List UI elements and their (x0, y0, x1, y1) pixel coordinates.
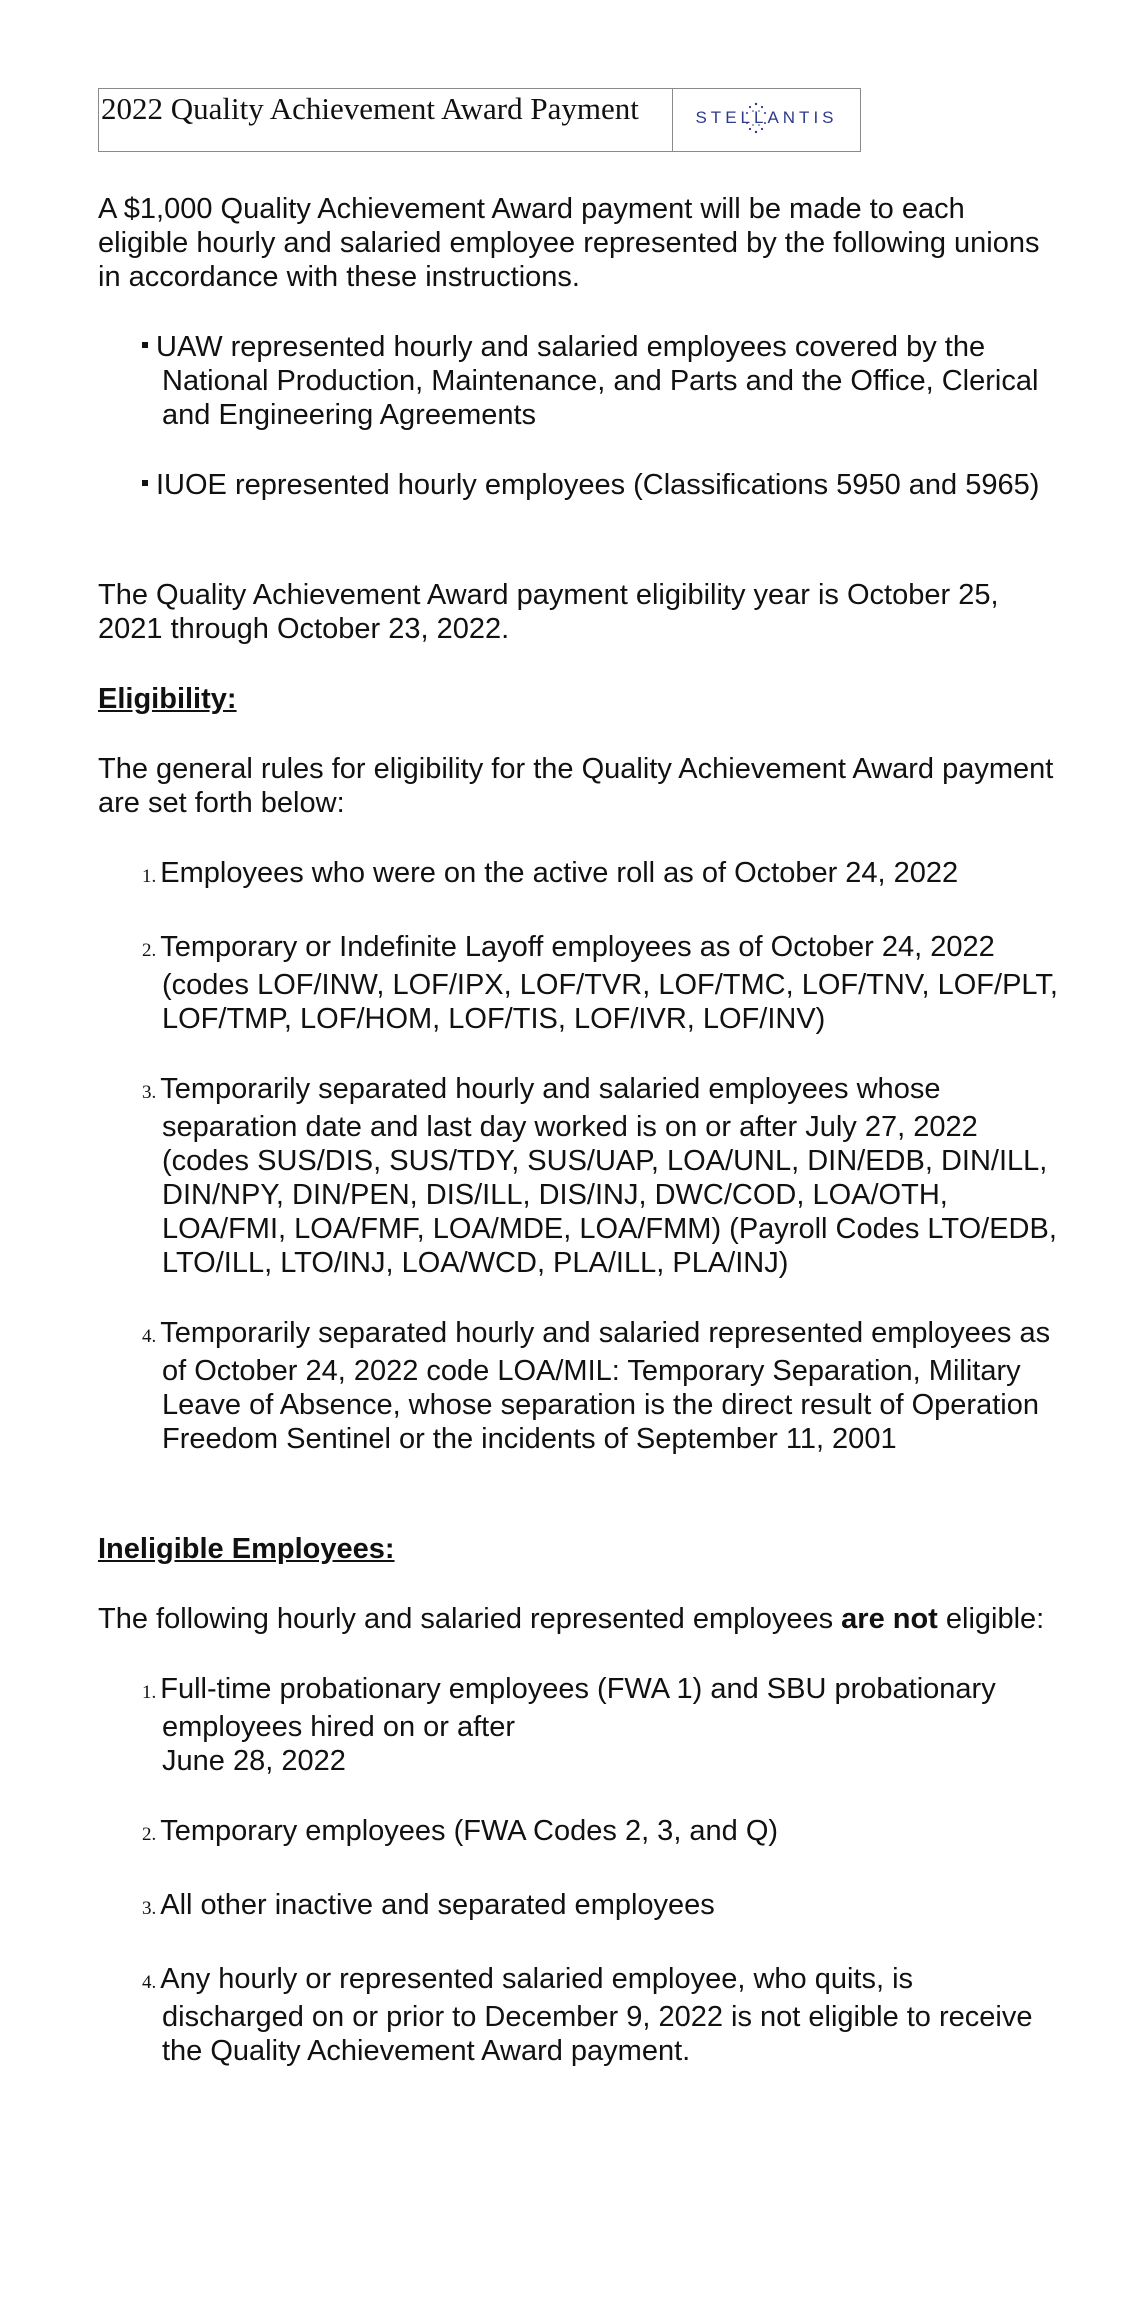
eligibility-year-paragraph: The Quality Achievement Award payment eligibility year is October 25, 2021 through October 23, 2022. (98, 579, 999, 645)
intro-paragraph: A $1,000 Quality Achievement Award payment will be made to each eligible hourly and salaried employee represented by the following unions in accordance with these instructions. (98, 193, 1040, 293)
list-item: UAW represented hourly and salaried employees covered by the National Production, Maintenance, and Parts and the Office, Clerical and Engineering Agreements (98, 330, 1058, 432)
list-item: 4. Temporarily separated hourly and salaried represented employees as of October 24, 2022 code LOA/MIL: Temporary Separation, Military Leave of Absence, whose separation is the direct result of Operation Freedom Sentinel or the incidents of September 11, 2001 (142, 1317, 1051, 1455)
logo-wordmark: STELLANTIS (695, 108, 838, 127)
eligibility-intro: The general rules for eligibility for the Quality Achievement Award payment are set forth below: (98, 753, 1054, 819)
eligibility-list (98, 856, 1058, 1456)
ineligible-intro: The following hourly and salaried represented employees are not eligible: (98, 1603, 1045, 1635)
list-item: 1. Full-time probationary employees (FWA 1) and SBU probationary employees hired on or after June 28, 2022 (142, 1673, 996, 1777)
document-page (98, 88, 1058, 2068)
bullet-icon (142, 480, 148, 486)
bullet-icon (142, 342, 148, 348)
union-list (98, 330, 1058, 502)
list-item: 4. Any hourly or represented salaried employee, who quits, is discharged on or prior to December 9, 2022 is not eligible to receive the Quality Achievement Award payment. (142, 1963, 1033, 2067)
list-item: 2. Temporary or Indefinite Layoff employees as of October 24, 2022 (codes LOF/INW, LOF/IPX, LOF/TVR, LOF/TMC, LOF/TNV, LOF/PLT, LOF/TMP, LOF/HOM, LOF/TIS, LOF/IVR, LOF/INV) (142, 931, 1058, 1035)
list-item: 2. Temporary employees (FWA Codes 2, 3, and Q) (142, 1815, 779, 1847)
stellantis-logo (673, 89, 860, 151)
ineligible-list (98, 1672, 1058, 2068)
document-title: 2022 Quality Achievement Award Payment (99, 89, 673, 151)
ineligible-heading: Ineligible Employees: (98, 1533, 395, 1565)
eligibility-heading: Eligibility: (98, 683, 237, 715)
list-item: IUOE represented hourly employees (Classifications 5950 and 5965) (98, 468, 1058, 502)
list-item: 3. Temporarily separated hourly and salaried employees whose separation date and last day worked is on or after July 27, 2022 (codes SUS/DIS, SUS/TDY, SUS/UAP, LOA/UNL, DIN/EDB, DIN/ILL, DIN/NPY, DIN/PEN, DIS/ILL, DIS/INJ, DWC/COD, LOA/OTH, LOA/FMI, LOA/FMF, LOA/MDE, LOA/FMM) (Payroll Codes LTO/EDB, LTO/ILL, LTO/INJ, LOA/WCD, PLA/ILL, PLA/INJ) (142, 1073, 1057, 1279)
list-item: 3. All other inactive and separated employees (142, 1889, 715, 1921)
list-item: 1. Employees who were on the active roll as of October 24, 2022 (142, 857, 959, 889)
header-table (98, 88, 861, 152)
